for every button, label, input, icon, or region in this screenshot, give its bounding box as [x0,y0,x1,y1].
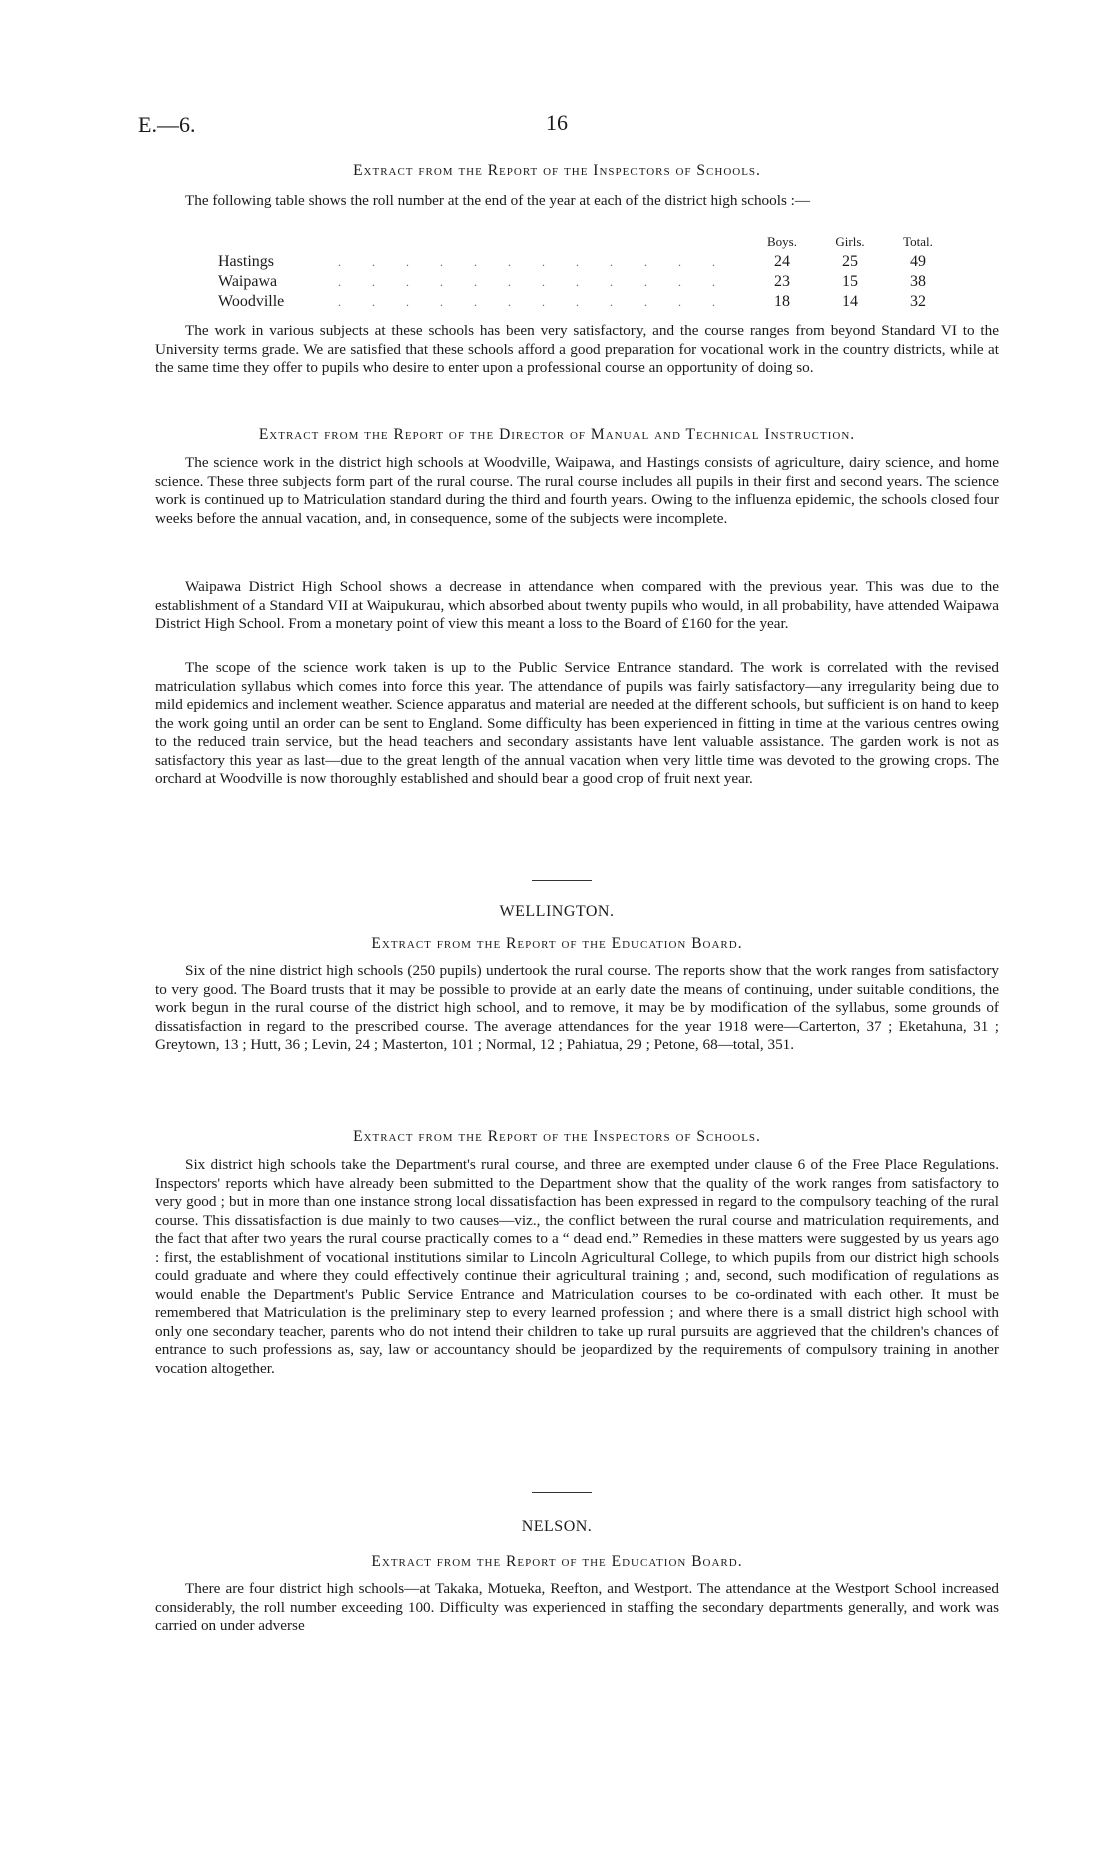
section-heading-inspectors-wellington: Extract from the Report of the Inspectors of Schools. [353,1128,761,1145]
girls-count: 25 [842,253,858,270]
paragraph-science-work: The science work in the district high schools at Woodville, Waipawa, and Hastings consists of agriculture, dairy science, and home science. These three subjects form part of the rural course. The rural course includes all pupils in their first and second years. The science work is continued up to Matriculation standard during the third and fourth years. Owing to the influenza epidemic, the schools closed four weeks before the annual vacation, and, in consequence, some of the subjects were incomplete. [155,454,999,527]
table-row [218,252,952,272]
column-header-girls: Girls. [835,234,865,249]
paragraph-wellington-board: Six of the nine district high schools (250 pupils) undertook the rural course. The reports show that the work ranges from satisfactory to very good. The Board trusts that it may be possible to provide at an early date the means of continuing, under suitable conditions, the work begun in the rural course of the district high school, and to remove, it may be by modification of the syllabus, some grounds of dissatisfaction in regard to the prescribed course. The average attendances for the year 1918 were—Carterton, 37 ; Eketahuna, 31 ; Greytown, 13 ; Hutt, 36 ; Levin, 24 ; Masterton, 101 ; Normal, 12 ; Pahiatua, 29 ; Petone, 68—total, 351. [155,962,999,1053]
table-row [218,272,952,292]
region-title-wellington: WELLINGTON. [499,903,615,920]
paragraph-scope: The scope of the science work taken is up to the Public Service Entrance standard. The work is correlated with the revised matriculation syllabus which comes into force this year. The attendance of pupils was fairly satisfactory—any irregularity being due to mild epidemics and inclement weather. Science apparatus and material are needed at the different schools, but sufficient is on hand to keep the work going until an order can be sent to England. Some difficulty has been experienced in fitting in time at the various centres owing to the reduced train service, but the head teachers and secondary assistants have lent valuable assistance. The garden work is not as satisfactory this year as last—due to the great length of the annual vacation when very little time was devoted to the growing crops. The orchard at Woodville is now thoroughly established and should bear a good crop of fruit next year. [155,659,999,787]
report-code: E.—6. [138,112,196,137]
boys-count: 23 [774,273,790,290]
intro-paragraph: The following table shows the roll number at the end of the year at each of the district high schools :— [185,192,811,209]
school-name: Woodville [218,293,285,310]
section-divider [532,1492,592,1493]
total-count: 32 [910,293,926,310]
paragraph-waipawa: Waipawa District High School shows a decrease in attendance when compared with the previous year. This was due to the establishment of a Standard VII at Waipukurau, which absorbed about twenty pupils who would, in all probability, have attended Waipawa District High School. From a monetary point of view this meant a loss to the Board of £160 for the year. [155,578,999,632]
section-heading-nelson-board: Extract from the Report of the Education Board. [371,1553,743,1570]
total-count: 49 [910,253,926,270]
girls-count: 14 [842,293,858,310]
region-title-nelson: NELSON. [521,1518,593,1535]
school-name: Hastings [218,253,274,270]
dot-leader: . . . . . . . . . . . . [338,294,729,309]
section-heading-education-board: Extract from the Report of the Education Board. [371,935,743,952]
boys-count: 18 [774,293,790,310]
column-header-boys: Boys. [767,234,797,249]
paragraph-nelson: There are four district high schools—at Takaka, Motueka, Reefton, and Westport. The attendance at the Westport School increased considerably, the roll number exceeding 100. Difficulty was experienced in staffing the secondary departments generally, and work was carried on under adverse [155,1580,999,1634]
boys-count: 24 [774,253,790,270]
table-header-row [218,232,952,252]
section-divider [532,880,592,881]
section-heading-director: Extract from the Report of the Director of Manual and Technical Instruction. [258,426,856,443]
school-name: Waipawa [218,273,278,290]
page-number: 16 [546,110,568,135]
total-count: 38 [910,273,926,290]
roll-table [218,232,952,312]
table-row [218,292,952,312]
paragraph-work-subjects: The work in various subjects at these schools has been very satisfactory, and the course ranges from beyond Standard VI to the University terms grade. We are satisfied that these schools afford a good preparation for vocational work in the country districts, while at the same time they offer to pupils who desire to enter upon a professional course an opportunity of doing so. [155,322,999,376]
section-heading-inspectors: Extract from the Report of the Inspectors of Schools. [353,162,761,179]
girls-count: 15 [842,273,858,290]
dot-leader: . . . . . . . . . . . . [338,274,729,289]
column-header-total: Total. [903,234,933,249]
dot-leader: . . . . . . . . . . . . [338,254,729,269]
paragraph-wellington-inspectors: Six district high schools take the Department's rural course, and three are exempted under clause 6 of the Free Place Regulations. Inspectors' reports which have already been submitted to the Department show that the quality of the work ranges from satisfactory to very good ; but in more than one instance strong local dissatisfaction has been expressed in regard to the compulsory teaching of the rural course. This dissatisfaction is due mainly to two causes—viz., the conflict between the rural course and matriculation requirements, and the fact that after two years the rural course practically comes to a “ dead end.” Remedies in these matters were suggested by us years ago : first, the establishment of vocational institutions similar to Lincoln Agricultural College, to which pupils from our district high schools could graduate and where they could effectively continue their agricultural training ; and, second, such modification of regulations as would enable the Department's Public Service Entrance and Matriculation courses to be co-ordinated with each other. It must be remembered that Matriculation is the preliminary step to every learned profession ; and where there is a small district high school with only one secondary teacher, parents who do not intend their children to take up rural pursuits are aggrieved that the children's chances of entrance to such professions as, say, law or accountancy should be jeopardized by the requirements of compulsory training in another vocation altogether. [155,1156,999,1377]
